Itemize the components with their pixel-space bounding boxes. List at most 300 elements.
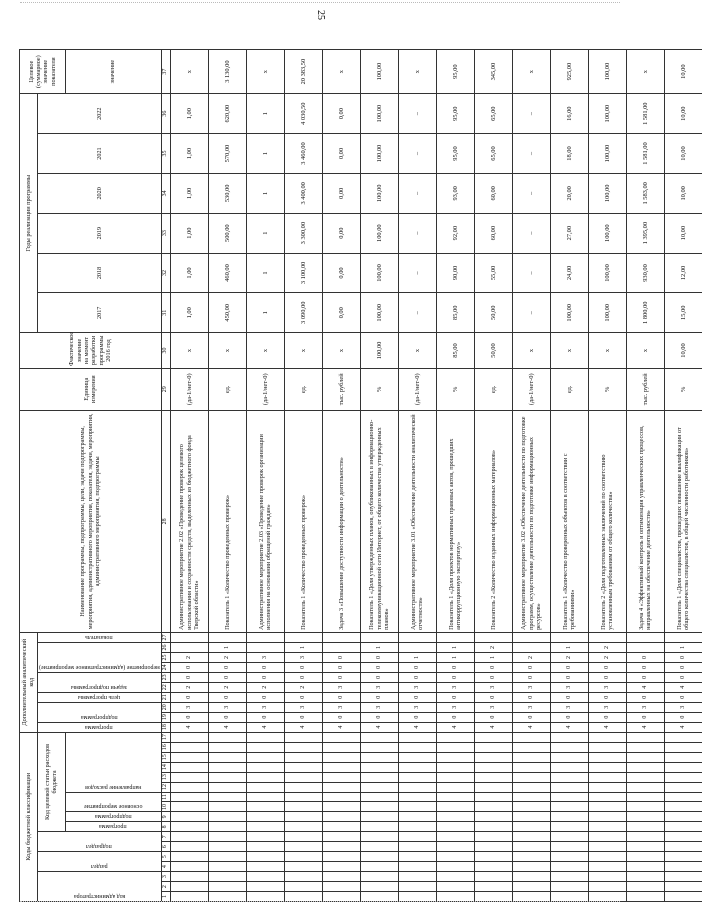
- code-cell: [246, 742, 284, 752]
- code-cell: [170, 842, 208, 852]
- code-cell: 4: [170, 722, 208, 732]
- code-cell: [398, 872, 436, 882]
- code-cell: [436, 772, 474, 782]
- code-cell: 0: [284, 662, 322, 672]
- code-cell: [588, 882, 626, 892]
- year-value: 100,00: [588, 173, 626, 213]
- column-number: 16: [161, 742, 170, 752]
- year-value: –: [398, 94, 436, 134]
- program-table-sheet: [19, 49, 690, 902]
- code-cell: [398, 862, 436, 872]
- code-cell: [398, 772, 436, 782]
- year-value: 3 100,00: [284, 253, 322, 293]
- code-cell: [170, 892, 208, 902]
- code-cell: 0: [246, 662, 284, 672]
- year-value: –: [398, 213, 436, 253]
- table-row: [626, 50, 664, 902]
- column-number: 17: [161, 732, 170, 742]
- year-value: 1,00: [170, 94, 208, 134]
- code-cell: 4: [208, 722, 246, 732]
- year-value: 0,00: [322, 253, 360, 293]
- code-cell: 4: [246, 722, 284, 732]
- code-cell: 0: [322, 712, 360, 722]
- code-cell: [170, 812, 208, 822]
- code-cell: [474, 852, 512, 862]
- code-cell: [550, 892, 588, 902]
- code-cell: [474, 752, 512, 762]
- year-value: 10,00: [664, 134, 702, 174]
- code-cell: 1: [284, 643, 322, 653]
- row-final: х: [512, 50, 550, 94]
- code-cell: 1: [360, 643, 398, 653]
- code-cell: [360, 892, 398, 902]
- final-value-header: значение: [65, 50, 161, 94]
- code-cell: [550, 812, 588, 822]
- code-cell: 0: [626, 652, 664, 662]
- row-actual: х: [170, 333, 208, 369]
- year-value: 27,00: [550, 213, 588, 253]
- column-number: 14: [161, 762, 170, 772]
- code-cell: [436, 742, 474, 752]
- code-cell: [512, 742, 550, 752]
- column-number: 28: [161, 410, 170, 632]
- code-cell: [360, 832, 398, 842]
- code-cell: 3: [360, 702, 398, 712]
- code-cell: [170, 852, 208, 862]
- code-cell: [664, 632, 702, 642]
- year-value: 100,00: [550, 293, 588, 333]
- row-final: х: [170, 50, 208, 94]
- year-value: 3 460,00: [284, 134, 322, 174]
- year-value: 18,00: [550, 134, 588, 174]
- code-cell: [208, 762, 246, 772]
- code-cell: 0: [512, 692, 550, 702]
- code-cell: [626, 732, 664, 742]
- table-row: [322, 50, 360, 902]
- year-value: 1: [246, 293, 284, 333]
- code-cell: 0: [474, 672, 512, 682]
- code-cell: 0: [322, 662, 360, 672]
- code-cell: [246, 842, 284, 852]
- code-cell: 0: [170, 692, 208, 702]
- code-cell: [246, 792, 284, 802]
- code-cell: 0: [170, 712, 208, 722]
- row-unit: %: [588, 368, 626, 410]
- subprogram-code-header: подпрограмма: [65, 812, 161, 822]
- code-cell: [322, 762, 360, 772]
- code-cell: [170, 882, 208, 892]
- code-cell: [588, 792, 626, 802]
- code-cell: [474, 882, 512, 892]
- code-cell: [436, 632, 474, 642]
- code-cell: [626, 632, 664, 642]
- code-cell: 4: [512, 722, 550, 732]
- table-row: [474, 50, 512, 902]
- code-cell: [322, 832, 360, 842]
- code-cell: [208, 732, 246, 742]
- row-final: 10,00: [664, 50, 702, 94]
- code-cell: [170, 822, 208, 832]
- row-final: х: [322, 50, 360, 94]
- code-cell: 3: [436, 702, 474, 712]
- code-cell: 0: [360, 712, 398, 722]
- column-number: 4: [161, 862, 170, 872]
- code-cell: [474, 862, 512, 872]
- code-cell: [512, 802, 550, 812]
- code-cell: 1: [208, 643, 246, 653]
- code-cell: 0: [322, 672, 360, 682]
- code-cell: 4: [360, 722, 398, 732]
- code-cell: 2: [588, 643, 626, 653]
- code-cell: [208, 802, 246, 812]
- code-cell: [512, 752, 550, 762]
- column-number: 20: [161, 702, 170, 712]
- code-cell: [322, 632, 360, 642]
- code-cell: [664, 762, 702, 772]
- code-cell: [588, 842, 626, 852]
- code-cell: [512, 782, 550, 792]
- code-cell: [398, 792, 436, 802]
- year-value: 1: [246, 213, 284, 253]
- code-cell: 1: [436, 643, 474, 653]
- code-cell: 3: [322, 682, 360, 692]
- code-cell: [588, 892, 626, 902]
- code-cell: [284, 892, 322, 902]
- row-actual: х: [550, 333, 588, 369]
- code-cell: [398, 822, 436, 832]
- code-cell: [474, 632, 512, 642]
- year-value: 100,00: [588, 213, 626, 253]
- table-row: [550, 50, 588, 902]
- add-program-header: программа: [37, 722, 161, 732]
- code-cell: [436, 762, 474, 772]
- code-cell: [626, 762, 664, 772]
- year-value: 0,00: [322, 213, 360, 253]
- code-cell: [360, 782, 398, 792]
- code-cell: 0: [664, 672, 702, 682]
- code-cell: 3: [588, 682, 626, 692]
- direction-header: направление расходов: [65, 732, 161, 792]
- code-cell: [322, 643, 360, 653]
- code-cell: [246, 852, 284, 862]
- year-value: 100,00: [360, 173, 398, 213]
- code-cell: 3: [550, 682, 588, 692]
- column-number: 6: [161, 842, 170, 852]
- code-cell: 0: [360, 662, 398, 672]
- code-cell: [474, 772, 512, 782]
- code-cell: [474, 792, 512, 802]
- code-cell: [284, 852, 322, 862]
- code-cell: 4: [436, 722, 474, 732]
- code-cell: 2: [208, 682, 246, 692]
- code-cell: [284, 832, 322, 842]
- row-unit: %: [664, 368, 702, 410]
- page-number: 25: [315, 10, 326, 20]
- code-cell: [246, 832, 284, 842]
- code-cell: [436, 792, 474, 802]
- code-cell: [322, 862, 360, 872]
- code-cell: [170, 643, 208, 653]
- code-cell: 2: [550, 652, 588, 662]
- code-cell: [208, 822, 246, 832]
- year-value: –: [398, 134, 436, 174]
- code-cell: [550, 632, 588, 642]
- code-cell: [170, 742, 208, 752]
- row-actual: х: [208, 333, 246, 369]
- code-cell: [284, 772, 322, 782]
- code-cell: 0: [398, 712, 436, 722]
- row-unit: %: [360, 368, 398, 410]
- target-article-header: Код целевой статьи расходов бюджета: [37, 732, 65, 832]
- code-cell: [398, 643, 436, 653]
- column-number: 7: [161, 832, 170, 842]
- years-group-header: Годы реализации программы: [19, 94, 37, 333]
- code-cell: [550, 852, 588, 862]
- code-cell: 0: [284, 712, 322, 722]
- code-cell: 3: [588, 702, 626, 712]
- year-2017-header: 2017: [37, 293, 161, 333]
- code-cell: 1: [664, 643, 702, 653]
- code-cell: [626, 782, 664, 792]
- code-cell: [550, 802, 588, 812]
- code-cell: [664, 782, 702, 792]
- table-row: [284, 50, 322, 902]
- code-cell: [360, 872, 398, 882]
- code-cell: [664, 852, 702, 862]
- code-cell: [436, 842, 474, 852]
- code-cell: 0: [322, 652, 360, 662]
- year-value: 1 581,00: [626, 94, 664, 134]
- code-cell: [588, 872, 626, 882]
- year-2021-header: 2021: [37, 134, 161, 174]
- code-cell: 1: [550, 643, 588, 653]
- code-cell: 0: [664, 652, 702, 662]
- row-final: 100,00: [588, 50, 626, 94]
- code-cell: 2: [208, 652, 246, 662]
- year-value: 16,00: [550, 94, 588, 134]
- code-cell: [664, 792, 702, 802]
- column-number: 13: [161, 772, 170, 782]
- code-cell: [398, 882, 436, 892]
- code-cell: [512, 852, 550, 862]
- code-cell: [170, 762, 208, 772]
- year-value: –: [512, 134, 550, 174]
- column-number: 2: [161, 882, 170, 892]
- code-cell: [284, 742, 322, 752]
- year-value: 3 090,00: [284, 293, 322, 333]
- code-cell: [512, 732, 550, 742]
- code-cell: [208, 742, 246, 752]
- code-cell: [474, 762, 512, 772]
- year-value: 10,00: [664, 173, 702, 213]
- code-cell: [246, 802, 284, 812]
- code-cell: 3: [474, 702, 512, 712]
- year-2020-header: 2020: [37, 173, 161, 213]
- code-cell: 2: [284, 682, 322, 692]
- code-cell: 3: [284, 702, 322, 712]
- code-cell: [246, 862, 284, 872]
- code-cell: [170, 752, 208, 762]
- code-cell: [322, 802, 360, 812]
- code-cell: [550, 772, 588, 782]
- code-cell: [664, 812, 702, 822]
- code-cell: [322, 872, 360, 882]
- code-cell: [550, 832, 588, 842]
- code-cell: [550, 762, 588, 772]
- year-value: 100,00: [588, 94, 626, 134]
- code-cell: 0: [512, 672, 550, 682]
- year-value: 15,00: [664, 293, 702, 333]
- year-value: 12,00: [664, 253, 702, 293]
- code-cell: [360, 752, 398, 762]
- code-cell: 2: [474, 643, 512, 653]
- code-cell: 0: [322, 692, 360, 702]
- column-number: 30: [161, 333, 170, 369]
- actual-column-header: Фактическое значение на момент разработки программы 2016 год: [19, 333, 161, 369]
- code-cell: [588, 802, 626, 812]
- row-unit: (да-1/нет-0): [398, 368, 436, 410]
- code-cell: [284, 782, 322, 792]
- table-row: [664, 50, 702, 902]
- year-value: 100,00: [360, 134, 398, 174]
- row-name: Административное мероприятие 3.02 «Обеспечение деятельности по подготовке программ, осуществление деятельности по подготовке информационных ресурсов»: [512, 410, 550, 632]
- year-value: 0,00: [322, 134, 360, 174]
- code-cell: [360, 802, 398, 812]
- row-actual: 50,00: [474, 333, 512, 369]
- code-cell: [360, 822, 398, 832]
- code-cell: [626, 822, 664, 832]
- year-value: –: [398, 173, 436, 213]
- code-cell: 0: [512, 712, 550, 722]
- code-cell: [246, 892, 284, 902]
- code-cell: [208, 792, 246, 802]
- code-cell: [474, 802, 512, 812]
- code-cell: 0: [664, 712, 702, 722]
- code-cell: [360, 762, 398, 772]
- code-cell: [170, 792, 208, 802]
- code-cell: 0: [626, 672, 664, 682]
- code-cell: [474, 832, 512, 842]
- code-cell: 3: [208, 702, 246, 712]
- code-cell: [170, 862, 208, 872]
- row-unit: ед.: [208, 368, 246, 410]
- scan-edge-bottom: [20, 901, 620, 903]
- code-cell: 0: [626, 692, 664, 702]
- code-cell: [360, 742, 398, 752]
- code-cell: [246, 752, 284, 762]
- year-value: 460,00: [208, 253, 246, 293]
- year-value: 100,00: [360, 253, 398, 293]
- code-cell: [512, 812, 550, 822]
- table-row: [360, 50, 398, 902]
- code-cell: 0: [170, 672, 208, 682]
- table-row: [398, 50, 436, 902]
- code-cell: [360, 812, 398, 822]
- code-cell: [322, 782, 360, 792]
- code-cell: 2: [170, 652, 208, 662]
- code-cell: [170, 802, 208, 812]
- column-number-row: [161, 50, 170, 902]
- code-cell: [664, 752, 702, 762]
- code-cell: [512, 832, 550, 842]
- code-cell: 4: [322, 722, 360, 732]
- code-cell: 0: [436, 662, 474, 672]
- code-cell: 0: [246, 672, 284, 682]
- code-cell: [360, 882, 398, 892]
- code-cell: [588, 752, 626, 762]
- row-final: 925,00: [550, 50, 588, 94]
- code-cell: [512, 632, 550, 642]
- year-value: 95,00: [436, 94, 474, 134]
- code-cell: [208, 632, 246, 642]
- code-cell: [246, 732, 284, 742]
- row-name: Показатель 1 «Доля утвержденных планов, опубликованных в информационно-телекоммуникационной сети Интернет, от общего количества утвержденных планов»: [360, 410, 398, 632]
- code-cell: [588, 852, 626, 862]
- code-cell: [208, 872, 246, 882]
- code-cell: [322, 842, 360, 852]
- row-name: Задача 3 «Повышение доступности информации о деятельности»: [322, 410, 360, 632]
- year-value: 0,00: [322, 173, 360, 213]
- code-cell: [474, 742, 512, 752]
- column-number: 25: [161, 652, 170, 662]
- column-number: 34: [161, 173, 170, 213]
- code-cell: [246, 762, 284, 772]
- code-cell: [398, 802, 436, 812]
- code-cell: 0: [208, 662, 246, 672]
- code-cell: [208, 852, 246, 862]
- row-actual: х: [626, 333, 664, 369]
- column-number: 32: [161, 253, 170, 293]
- year-value: –: [512, 173, 550, 213]
- code-cell: 0: [474, 712, 512, 722]
- code-cell: 1: [398, 652, 436, 662]
- code-cell: [208, 882, 246, 892]
- row-actual: х: [398, 333, 436, 369]
- code-cell: 3: [512, 702, 550, 712]
- column-number: 29: [161, 368, 170, 410]
- year-value: –: [512, 253, 550, 293]
- code-cell: 0: [284, 692, 322, 702]
- code-cell: 2: [588, 652, 626, 662]
- code-cell: 0: [436, 712, 474, 722]
- code-cell: [588, 762, 626, 772]
- code-cell: [588, 862, 626, 872]
- code-cell: 0: [550, 692, 588, 702]
- year-value: 500,00: [208, 213, 246, 253]
- year-value: –: [398, 293, 436, 333]
- column-number: 35: [161, 134, 170, 174]
- code-cell: 2: [246, 682, 284, 692]
- code-cell: [208, 842, 246, 852]
- code-cell: 4: [664, 722, 702, 732]
- year-value: 450,00: [208, 293, 246, 333]
- code-cell: [588, 832, 626, 842]
- code-cell: [322, 892, 360, 902]
- year-value: 1 800,00: [626, 293, 664, 333]
- code-cell: 0: [626, 712, 664, 722]
- code-cell: [550, 792, 588, 802]
- code-cell: 0: [360, 692, 398, 702]
- year-value: 1: [246, 134, 284, 174]
- code-cell: 0: [664, 692, 702, 702]
- code-cell: [398, 832, 436, 842]
- code-cell: [436, 782, 474, 792]
- row-final: х: [398, 50, 436, 94]
- code-cell: [626, 862, 664, 872]
- row-actual: х: [284, 333, 322, 369]
- code-cell: 3: [360, 682, 398, 692]
- row-name: Административное мероприятие 2.02 «Проведение проверок целевого использования и сохранности средств, выделенных из бюджетного фонда Тверской области»: [170, 410, 208, 632]
